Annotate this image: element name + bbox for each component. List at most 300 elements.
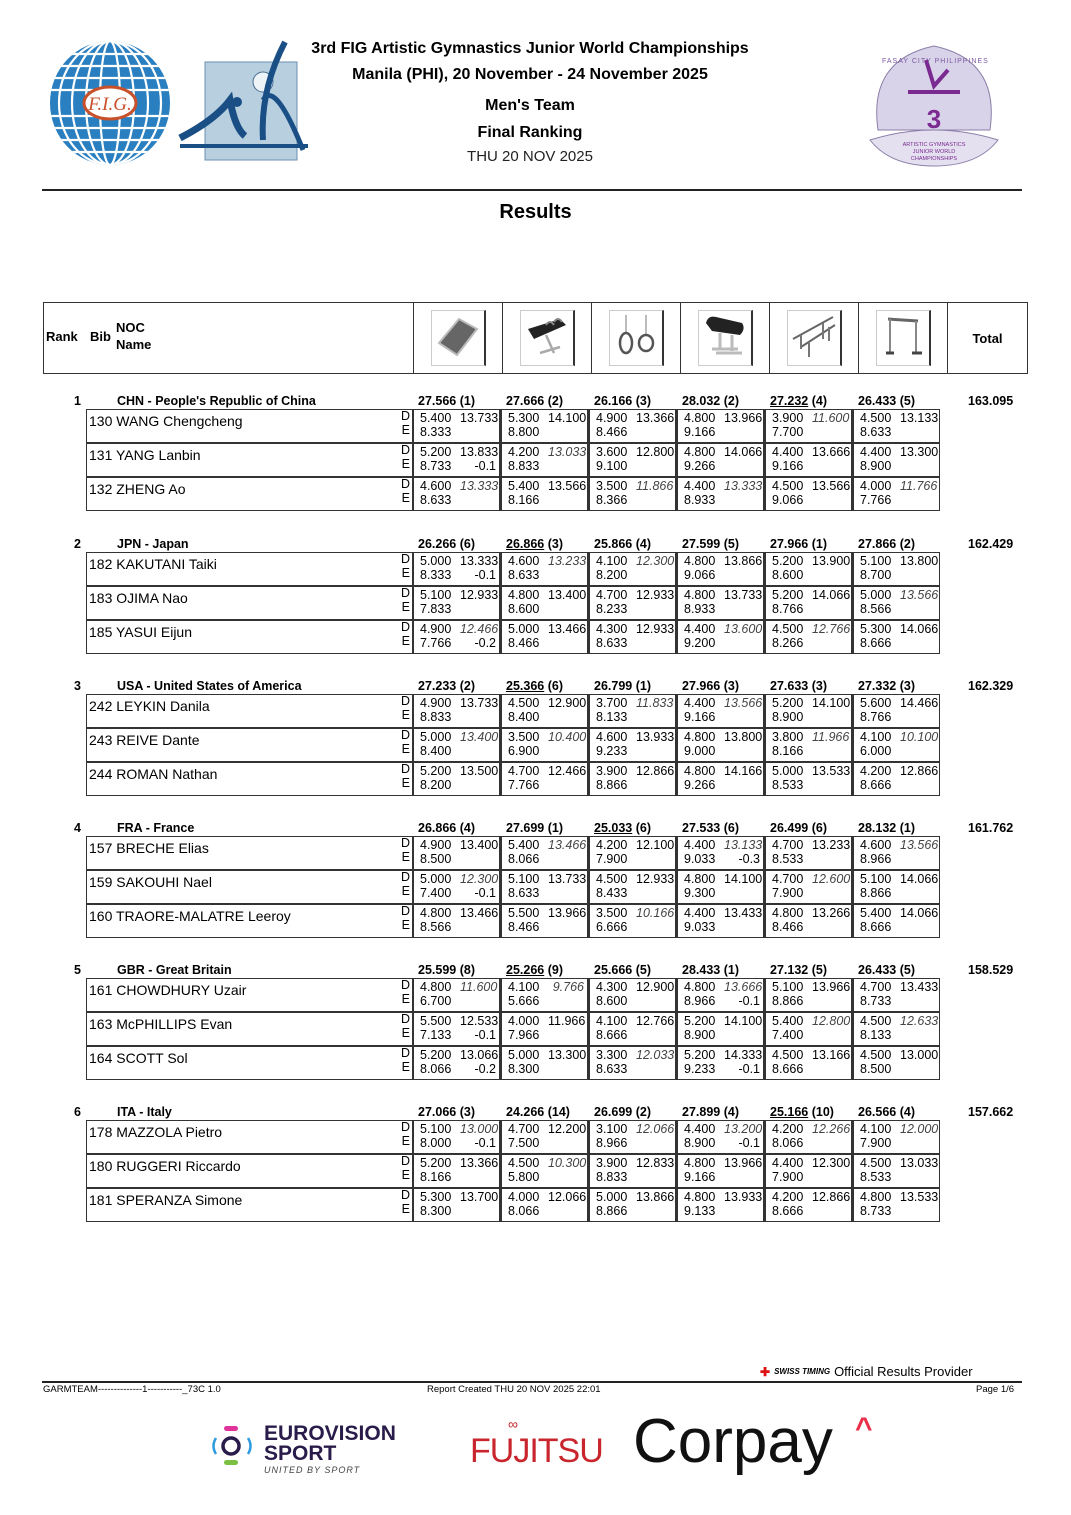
d-score: 5.200 (420, 1156, 452, 1170)
d-score: 5.200 (684, 1048, 716, 1062)
apparatus-pommel-horse (503, 303, 592, 373)
e-score: 9.300 (684, 886, 716, 900)
apparatus-total: 25.599 (418, 963, 457, 977)
athlete-row (86, 728, 944, 762)
d-score: 4.400 (772, 445, 804, 459)
e-score: 8.533 (860, 1170, 892, 1184)
d-score: 5.300 (860, 622, 892, 636)
apparatus-score-cell (852, 1188, 940, 1222)
d-score: 4.500 (596, 872, 628, 886)
apparatus-rank: (4) (459, 821, 475, 835)
e-score: 7.766 (420, 636, 452, 650)
final-score: 13.400 (460, 730, 499, 744)
fig-logo (48, 40, 172, 166)
final-score: 13.800 (724, 730, 763, 744)
event-date: THU 20 NOV 2025 (467, 148, 593, 165)
athlete-bib: 160 (89, 908, 113, 924)
e-score: 8.166 (420, 1170, 452, 1184)
athlete-name-cell (86, 836, 413, 870)
final-score: 13.000 (900, 1048, 939, 1062)
athlete-bib: 243 (89, 732, 113, 748)
team-apparatus-score (418, 537, 475, 551)
e-score: 8.666 (860, 778, 892, 792)
final-score: 11.766 (900, 479, 938, 493)
apparatus-score-cell (500, 836, 588, 870)
e-score: 8.833 (420, 710, 452, 724)
e-score: 8.966 (684, 994, 716, 1008)
e-score: 9.166 (684, 1170, 716, 1184)
apparatus-total: 24.266 (506, 1105, 545, 1119)
apparatus-total: 28.132 (858, 821, 897, 835)
apparatus-total: 27.866 (858, 537, 897, 551)
d-score: 5.200 (772, 696, 804, 710)
apparatus-rank: (5) (899, 394, 915, 408)
d-score: 4.700 (772, 872, 804, 886)
d-score: 3.700 (596, 696, 628, 710)
team-block (0, 816, 1071, 934)
d-score: 4.400 (860, 445, 892, 459)
apparatus-score-cell (500, 1046, 588, 1080)
athlete-row (86, 694, 944, 728)
e-score: 8.966 (860, 852, 892, 866)
pommel-horse-icon (524, 313, 570, 364)
d-score: 4.900 (420, 622, 452, 636)
athlete-name-cell (86, 694, 413, 728)
e-score: 8.666 (860, 636, 892, 650)
apparatus-score-cell (852, 477, 940, 511)
apparatus-total: 25.366 (506, 679, 545, 693)
apparatus-score-cell (852, 1120, 940, 1154)
apparatus-score-cell (764, 728, 852, 762)
results-table-header (43, 302, 1028, 374)
athlete-row (86, 978, 944, 1012)
d-label: D (400, 552, 410, 566)
e-score: 9.166 (772, 459, 804, 473)
apparatus-rings (592, 303, 681, 373)
d-label: D (400, 409, 410, 423)
athlete-row (86, 1120, 944, 1154)
team-total: 162.429 (968, 537, 1014, 551)
athlete-row (86, 1046, 944, 1080)
e-label: E (401, 1168, 410, 1182)
apparatus-rank: (5) (723, 537, 739, 551)
final-score: 13.000 (460, 1122, 499, 1136)
apparatus-score-cell (676, 978, 764, 1012)
athlete-bib: 244 (89, 766, 113, 782)
final-score: 13.200 (724, 1122, 763, 1136)
final-score: 13.533 (900, 1190, 939, 1204)
e-score: 8.333 (420, 425, 452, 439)
apparatus-total: 27.066 (418, 1105, 457, 1119)
e-score: 8.133 (860, 1028, 892, 1042)
e-score: 9.166 (684, 425, 716, 439)
final-score: 12.000 (900, 1122, 939, 1136)
final-score: 13.400 (548, 588, 587, 602)
e-score: 8.666 (772, 1062, 804, 1076)
final-score: 13.866 (724, 554, 763, 568)
d-score: 4.500 (772, 479, 804, 493)
apparatus-score-cell (500, 1188, 588, 1222)
apparatus-rank: (3) (459, 1105, 475, 1119)
final-score: 13.733 (548, 872, 587, 886)
final-score: 12.866 (900, 764, 939, 778)
final-score: 11.966 (812, 730, 850, 744)
apparatus-rank: (5) (899, 963, 915, 977)
d-score: 5.200 (772, 588, 804, 602)
d-score: 4.400 (684, 696, 716, 710)
d-label: D (400, 904, 410, 918)
apparatus-rank: (14) (547, 1105, 570, 1119)
d-label: D (400, 870, 410, 884)
d-score: 4.600 (860, 838, 892, 852)
athlete-bib: 163 (89, 1016, 113, 1032)
d-score: 4.000 (508, 1190, 540, 1204)
penalty: -0.1 (474, 1136, 496, 1150)
final-score: 12.800 (812, 1014, 851, 1028)
d-score: 5.000 (420, 554, 452, 568)
team-apparatus-score (682, 1105, 739, 1119)
team-rank: 3 (74, 679, 81, 693)
final-score: 12.933 (636, 622, 675, 636)
e-score: 7.400 (420, 886, 452, 900)
apparatus-score-cell (588, 1046, 676, 1080)
apparatus-score-cell (852, 762, 940, 796)
corpay-word: Corpay (633, 1407, 833, 1476)
team-apparatus-score (506, 537, 563, 551)
e-label: E (401, 1060, 410, 1074)
e-score: 9.033 (684, 852, 716, 866)
e-label: E (401, 708, 410, 722)
e-score: 9.266 (684, 459, 716, 473)
athlete-bib: 183 (89, 590, 113, 606)
high-bar-icon (880, 313, 926, 364)
team-apparatus-score (594, 394, 651, 408)
d-score: 4.800 (684, 445, 716, 459)
final-score: 13.566 (724, 696, 763, 710)
team-apparatus-score (682, 679, 739, 693)
d-score: 4.200 (772, 1122, 804, 1136)
apparatus-score-cell (588, 728, 676, 762)
apparatus-score-cell (412, 1012, 500, 1046)
athlete-name-cell (86, 904, 413, 938)
apparatus-score-cell (412, 409, 500, 443)
team-rank: 4 (74, 821, 81, 835)
d-label: D (400, 978, 410, 992)
e-score: 8.666 (860, 920, 892, 934)
athlete-bib: 131 (89, 447, 113, 463)
apparatus-score-cell (852, 1046, 940, 1080)
final-score: 13.333 (460, 479, 499, 493)
final-score: 10.100 (900, 730, 939, 744)
apparatus-score-cell (764, 1012, 852, 1046)
d-score: 4.500 (860, 1048, 892, 1062)
apparatus-rank: (4) (811, 394, 827, 408)
final-score: 13.966 (548, 906, 587, 920)
team-apparatus-score (858, 537, 915, 551)
d-score: 4.800 (420, 906, 452, 920)
apparatus-rank: (9) (547, 963, 563, 977)
final-score: 13.466 (460, 906, 499, 920)
e-score: 8.933 (684, 602, 716, 616)
athlete-name-cell (86, 620, 413, 654)
final-score: 13.300 (900, 445, 939, 459)
athlete-row (86, 836, 944, 870)
final-score: 13.233 (548, 554, 587, 568)
apparatus-score-cell (676, 1120, 764, 1154)
e-score: 8.733 (420, 459, 452, 473)
apparatus-rank: (8) (459, 963, 475, 977)
final-score: 12.266 (812, 1122, 851, 1136)
e-score: 8.966 (596, 1136, 628, 1150)
team-apparatus-score (594, 537, 651, 551)
apparatus-rank: (1) (723, 963, 739, 977)
athlete-bib: 132 (89, 481, 113, 497)
apparatus-total: 27.966 (770, 537, 809, 551)
e-score: 8.566 (860, 602, 892, 616)
d-score: 3.500 (508, 730, 540, 744)
e-score: 8.866 (860, 886, 892, 900)
athlete-name: SPERANZA Simone (116, 1192, 243, 1208)
final-score: 13.800 (900, 554, 939, 568)
team-apparatus-score (682, 821, 739, 835)
final-score: 14.466 (900, 696, 939, 710)
team-apparatus-score (770, 394, 827, 408)
championship-shell-logo (868, 40, 1000, 168)
final-score: 10.166 (636, 906, 675, 920)
final-score: 14.100 (812, 696, 851, 710)
total-header: Total (972, 330, 1003, 346)
e-score: 8.466 (508, 920, 540, 934)
e-score: 8.533 (772, 852, 804, 866)
e-score: 6.000 (860, 744, 892, 758)
team-apparatus-score (858, 1105, 915, 1119)
apparatus-score-cell (412, 620, 500, 654)
athlete-name-cell (86, 1188, 413, 1222)
d-score: 4.300 (596, 622, 628, 636)
apparatus-total: 26.566 (858, 1105, 897, 1119)
apparatus-rank: (3) (811, 679, 827, 693)
e-score: 8.266 (772, 636, 804, 650)
apparatus-rank: (6) (723, 821, 739, 835)
d-score: 4.700 (860, 980, 892, 994)
e-label: E (401, 491, 410, 505)
final-score: 14.100 (548, 411, 587, 425)
penalty: -0.2 (474, 1062, 496, 1076)
final-score: 12.300 (636, 554, 675, 568)
e-label: E (401, 918, 410, 932)
e-score: 8.733 (860, 994, 892, 1008)
apparatus-total: 26.699 (594, 1105, 633, 1119)
team-apparatus-score (418, 394, 475, 408)
final-score: 12.600 (812, 872, 851, 886)
e-score: 8.400 (420, 744, 452, 758)
d-score: 4.800 (684, 872, 716, 886)
final-score: 13.466 (548, 622, 587, 636)
apparatus-score-cell (412, 728, 500, 762)
d-score: 5.000 (508, 622, 540, 636)
final-score: 13.066 (460, 1048, 499, 1062)
corpay-caret-icon: ^ (855, 1412, 873, 1445)
final-score: 13.866 (636, 1190, 675, 1204)
apparatus-score-cell (764, 1046, 852, 1080)
final-score: 13.666 (812, 445, 851, 459)
e-score: 8.666 (596, 1028, 628, 1042)
apparatus-rank: (3) (723, 679, 739, 693)
e-score: 8.933 (684, 493, 716, 507)
e-score: 7.833 (420, 602, 452, 616)
e-score: 8.666 (772, 1204, 804, 1218)
athlete-name-cell (86, 762, 413, 796)
d-score: 4.100 (860, 730, 892, 744)
e-score: 9.033 (684, 920, 716, 934)
swiss-timing-logo-icon: ✚ (760, 1364, 771, 1379)
d-score: 5.500 (508, 906, 540, 920)
d-score: 4.700 (508, 764, 540, 778)
team-noc: ITA - Italy (117, 1105, 172, 1119)
d-score: 4.900 (596, 411, 628, 425)
de-labels (398, 1046, 410, 1074)
team-apparatus-score (506, 679, 563, 693)
swiss-timing-provider (760, 1364, 973, 1379)
noc-header: NOC (116, 320, 145, 335)
d-score: 5.000 (420, 730, 452, 744)
team-block (0, 389, 1071, 507)
e-score: 8.900 (684, 1028, 716, 1042)
athlete-row (86, 477, 944, 511)
fujitsu-infinity-icon: ∞ (508, 1416, 518, 1432)
e-score: 8.700 (860, 568, 892, 582)
final-score: 14.066 (900, 906, 939, 920)
team-apparatus-score (418, 1105, 475, 1119)
d-score: 4.000 (508, 1014, 540, 1028)
apparatus-score-cell (764, 836, 852, 870)
e-label: E (401, 742, 410, 756)
apparatus-score-cell (676, 728, 764, 762)
final-score: 13.733 (460, 696, 499, 710)
e-score: 8.566 (420, 920, 452, 934)
final-score: 12.900 (548, 696, 587, 710)
final-score: 12.633 (900, 1014, 939, 1028)
e-score: 7.133 (420, 1028, 452, 1042)
apparatus-score-cell (852, 978, 940, 1012)
d-score: 4.500 (860, 1014, 892, 1028)
e-score: 8.000 (420, 1136, 452, 1150)
apparatus-score-cell (588, 1188, 676, 1222)
apparatus-score-cell (412, 586, 500, 620)
e-score: 8.633 (596, 1062, 628, 1076)
sport-word: SPORT (264, 1442, 337, 1465)
team-apparatus-score (770, 821, 827, 835)
athlete-bib: 130 (89, 413, 113, 429)
d-score: 5.300 (420, 1190, 452, 1204)
apparatus-rank: (1) (635, 679, 651, 693)
final-score: 12.300 (460, 872, 499, 886)
final-score: 13.166 (812, 1048, 851, 1062)
final-score: 12.300 (812, 1156, 851, 1170)
e-score: 8.166 (772, 744, 804, 758)
athlete-bib: 157 (89, 840, 113, 856)
team-apparatus-score (418, 963, 475, 977)
e-score: 8.900 (860, 459, 892, 473)
apparatus-score-cell (676, 443, 764, 477)
apparatus-score-cell (676, 1046, 764, 1080)
d-score: 5.100 (772, 980, 804, 994)
final-score: 12.833 (636, 1156, 675, 1170)
apparatus-score-cell (676, 552, 764, 586)
apparatus-score-cell (764, 694, 852, 728)
e-score: 8.766 (772, 602, 804, 616)
e-label: E (401, 423, 410, 437)
d-label: D (400, 1012, 410, 1026)
apparatus-score-cell (764, 870, 852, 904)
e-score: 8.866 (596, 778, 628, 792)
athlete-row (86, 620, 944, 654)
e-score: 8.300 (420, 1204, 452, 1218)
apparatus-total: 26.866 (506, 537, 545, 551)
d-score: 4.800 (684, 1156, 716, 1170)
athlete-bib: 180 (89, 1158, 113, 1174)
penalty: -0.1 (738, 1136, 760, 1150)
final-score: 10.300 (548, 1156, 587, 1170)
e-score: 8.600 (772, 568, 804, 582)
apparatus-score-cell (676, 870, 764, 904)
athlete-row (86, 870, 944, 904)
d-score: 5.600 (860, 696, 892, 710)
e-score: 6.700 (420, 994, 452, 1008)
apparatus-total: 26.166 (594, 394, 633, 408)
apparatus-rank: (2) (723, 394, 739, 408)
athlete-name: McPHILLIPS Evan (116, 1016, 233, 1032)
apparatus-score-cell (852, 870, 940, 904)
e-score: 8.633 (860, 425, 892, 439)
final-score: 13.966 (724, 411, 763, 425)
athlete-bib: 185 (89, 624, 113, 640)
d-score: 5.400 (508, 479, 540, 493)
athlete-row (86, 762, 944, 796)
e-score: 8.466 (596, 425, 628, 439)
d-score: 4.800 (772, 906, 804, 920)
e-score: 8.066 (508, 852, 540, 866)
d-score: 3.300 (596, 1048, 628, 1062)
final-score: 13.666 (724, 980, 763, 994)
e-score: 9.266 (684, 778, 716, 792)
apparatus-score-cell (852, 904, 940, 938)
apparatus-score-cell (412, 836, 500, 870)
apparatus-score-cell (500, 978, 588, 1012)
team-apparatus-score (506, 821, 563, 835)
apparatus-score-cell (764, 904, 852, 938)
d-score: 4.800 (684, 554, 716, 568)
footer-divider (42, 1381, 1022, 1383)
final-score: 12.800 (636, 445, 675, 459)
e-label: E (401, 776, 410, 790)
team-rank: 6 (74, 1105, 81, 1119)
apparatus-score-cell (500, 586, 588, 620)
apparatus-total: 26.266 (418, 537, 457, 551)
team-noc: USA - United States of America (117, 679, 302, 693)
apparatus-total: 27.666 (506, 394, 545, 408)
athlete-name: MAZZOLA Pietro (116, 1124, 223, 1140)
team-block (0, 674, 1071, 792)
apparatus-rank: (3) (635, 394, 651, 408)
final-score: 13.366 (460, 1156, 499, 1170)
apparatus-score-cell (412, 1188, 500, 1222)
d-score: 4.900 (420, 696, 452, 710)
fujitsu-word: FUJITSU (470, 1432, 603, 1470)
e-score: 8.900 (772, 710, 804, 724)
e-score: 7.900 (860, 1136, 892, 1150)
apparatus-rank: (10) (811, 1105, 834, 1119)
